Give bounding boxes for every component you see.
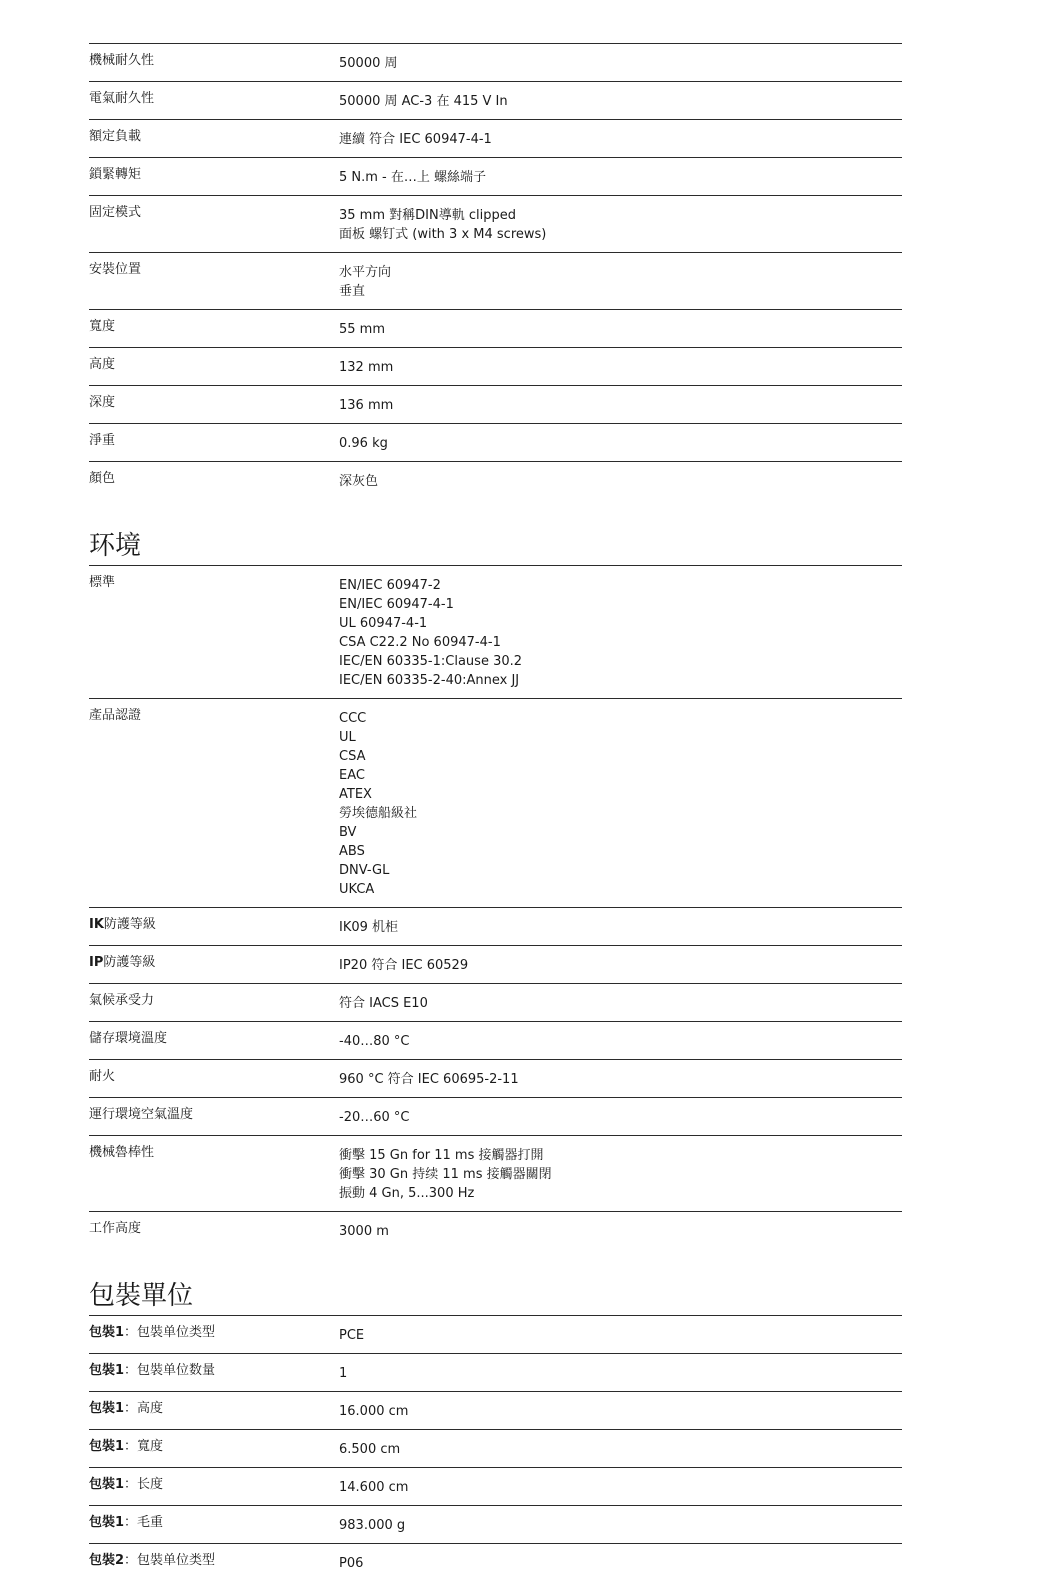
spec-label <box>89 470 339 491</box>
spec-label <box>89 204 339 244</box>
spec-row <box>89 1021 902 1059</box>
spec-value-line: 6.500 cm <box>339 1442 401 1457</box>
spec-label-text: 儲存環境溫度 <box>89 1031 168 1046</box>
spec-label-text: 氣候承受力 <box>89 993 155 1008</box>
spec-label-text: ：包裝单位类型 <box>124 1553 216 1568</box>
spec-sheet <box>89 0 902 1581</box>
spec-value-line: CSA <box>339 749 366 764</box>
spec-label-prefix: 包裝1 <box>89 1439 125 1454</box>
spec-value-line: -20…60 °C <box>339 1110 410 1125</box>
spec-value <box>339 1106 902 1127</box>
spec-row <box>89 945 902 983</box>
spec-label <box>89 992 339 1013</box>
spec-value-line: 983.000 g <box>339 1518 406 1533</box>
spec-label-text: 標準 <box>89 575 116 590</box>
spec-value <box>339 1476 902 1497</box>
spec-label-prefix: 包裝1 <box>89 1325 125 1340</box>
spec-row <box>89 1097 902 1135</box>
spec-value-line: 振動 4 Gn, 5...300 Hz <box>339 1186 475 1201</box>
spec-row <box>89 1211 902 1251</box>
spec-value <box>339 1552 902 1573</box>
spec-value <box>339 432 902 453</box>
spec-label <box>89 1362 339 1383</box>
spec-value-line: 連續 符合 IEC 60947-4-1 <box>339 132 492 147</box>
spec-label-prefix: 包裝2 <box>89 1553 125 1568</box>
spec-value-line: 50000 周 <box>339 56 398 71</box>
spec-row <box>89 1543 902 1581</box>
spec-value <box>339 90 902 111</box>
spec-value <box>339 1438 902 1459</box>
spec-value-line: EN/IEC 60947-4-1 <box>339 597 454 612</box>
spec-value-line: 55 mm <box>339 322 386 337</box>
spec-label-prefix: 包裝1 <box>89 1363 125 1378</box>
spec-value-line: UL 60947-4-1 <box>339 616 428 631</box>
spec-row <box>89 81 902 119</box>
spec-value <box>339 204 902 244</box>
spec-value <box>339 394 902 415</box>
spec-value-line: IEC/EN 60335-2-40:Annex JJ <box>339 673 520 688</box>
spec-row <box>89 461 902 501</box>
spec-row <box>89 565 902 698</box>
section-title: 环境 <box>89 531 142 561</box>
spec-value-line: 50000 周 AC-3 在 415 V In <box>339 94 508 109</box>
spec-label-prefix: IK <box>89 917 104 932</box>
spec-value <box>339 1324 902 1345</box>
spec-row <box>89 157 902 195</box>
spec-label-text: 深度 <box>89 395 116 410</box>
spec-label <box>89 261 339 301</box>
spec-label-text: ：包裝单位类型 <box>124 1325 216 1340</box>
spec-label-text: ：高度 <box>124 1401 164 1416</box>
spec-value <box>339 261 902 301</box>
spec-row <box>89 385 902 423</box>
spec-value <box>339 1220 902 1241</box>
spec-label <box>89 1030 339 1051</box>
spec-label-prefix: 包裝1 <box>89 1401 125 1416</box>
spec-label <box>89 1068 339 1089</box>
spec-value-line: 0.96 kg <box>339 436 388 451</box>
spec-value-line: 深灰色 <box>339 474 379 489</box>
spec-value <box>339 992 902 1013</box>
spec-label-text: ：长度 <box>124 1477 164 1492</box>
spec-row <box>89 983 902 1021</box>
spec-value <box>339 318 902 339</box>
spec-row <box>89 252 902 309</box>
spec-value <box>339 52 902 73</box>
spec-value-line: DNV-GL <box>339 863 390 878</box>
spec-label-text: ：寬度 <box>124 1439 164 1454</box>
spec-row <box>89 1391 902 1429</box>
spec-value-line: IK09 机柜 <box>339 920 399 935</box>
spec-label-text: 寬度 <box>89 319 116 334</box>
spec-row <box>89 119 902 157</box>
spec-value-line: 1 <box>339 1366 348 1381</box>
spec-value-line: PCE <box>339 1328 365 1343</box>
spec-row <box>89 195 902 252</box>
spec-value <box>339 1030 902 1051</box>
spec-value-line: 符合 IACS E10 <box>339 996 428 1011</box>
spec-label-text: 固定模式 <box>89 205 142 220</box>
spec-row <box>89 698 902 907</box>
spec-label <box>89 1220 339 1241</box>
spec-value-line: IEC/EN 60335-1:Clause 30.2 <box>339 654 523 669</box>
spec-label <box>89 1400 339 1421</box>
spec-row <box>89 1467 902 1505</box>
spec-label-text: 高度 <box>89 357 116 372</box>
spec-label-text: 額定負載 <box>89 129 142 144</box>
spec-label <box>89 1144 339 1203</box>
spec-value-line: UKCA <box>339 882 375 897</box>
spec-value <box>339 1362 902 1383</box>
spec-label-text: 安裝位置 <box>89 262 142 277</box>
spec-value <box>339 574 902 690</box>
spec-label <box>89 574 339 690</box>
spec-value <box>339 1144 902 1203</box>
spec-row <box>89 43 902 81</box>
spec-value-line: EN/IEC 60947-2 <box>339 578 441 593</box>
spec-value <box>339 356 902 377</box>
spec-label <box>89 954 339 975</box>
spec-row <box>89 309 902 347</box>
spec-value <box>339 1514 902 1535</box>
spec-value-line: 3000 m <box>339 1224 389 1239</box>
spec-label <box>89 166 339 187</box>
spec-label-text: 機械耐久性 <box>89 53 155 68</box>
spec-value-line: 14.600 cm <box>339 1480 409 1495</box>
spec-value-line: 垂直 <box>339 284 366 299</box>
spec-value-line: 960 °C 符合 IEC 60695-2-11 <box>339 1072 519 1087</box>
spec-value-line: 132 mm <box>339 360 394 375</box>
spec-label <box>89 1106 339 1127</box>
spec-label-text: ：包裝单位数量 <box>124 1363 216 1378</box>
spec-label <box>89 1514 339 1535</box>
spec-label <box>89 1438 339 1459</box>
spec-row <box>89 1505 902 1543</box>
spec-row <box>89 1059 902 1097</box>
spec-row <box>89 907 902 945</box>
spec-value-line: CSA C22.2 No 60947-4-1 <box>339 635 501 650</box>
spec-label <box>89 1476 339 1497</box>
spec-value-line: EAC <box>339 768 365 783</box>
spec-value <box>339 954 902 975</box>
spec-value-line: 衝擊 15 Gn for 11 ms 接觸器打開 <box>339 1148 544 1163</box>
spec-label <box>89 318 339 339</box>
spec-label-text: 耐火 <box>89 1069 116 1084</box>
spec-label <box>89 394 339 415</box>
spec-row <box>89 1315 902 1353</box>
spec-row <box>89 1353 902 1391</box>
spec-label-text: 防護等級 <box>103 917 156 932</box>
spec-value-line: P06 <box>339 1556 364 1571</box>
spec-value-line: UL <box>339 730 356 745</box>
spec-label-text: 電氣耐久性 <box>89 91 155 106</box>
spec-value <box>339 470 902 491</box>
spec-label-text: 淨重 <box>89 433 116 448</box>
spec-label <box>89 356 339 377</box>
spec-value-line: ABS <box>339 844 365 859</box>
spec-label <box>89 432 339 453</box>
spec-value-line: 水平方向 <box>339 265 392 280</box>
spec-label-text: 防護等級 <box>103 955 156 970</box>
spec-label <box>89 52 339 73</box>
spec-label <box>89 1552 339 1573</box>
spec-label <box>89 1324 339 1345</box>
spec-label-text: 機械魯棒性 <box>89 1145 155 1160</box>
spec-label-text: 運行環境空氣溫度 <box>89 1107 194 1122</box>
spec-value <box>339 1400 902 1421</box>
spec-label-text: 鎖緊轉矩 <box>89 167 142 182</box>
spec-value <box>339 1068 902 1089</box>
spec-value-line: 136 mm <box>339 398 394 413</box>
spec-value-line: 衝擊 30 Gn 持续 11 ms 接觸器關閉 <box>339 1167 552 1182</box>
spec-row <box>89 347 902 385</box>
top-margin <box>89 0 902 43</box>
spec-value-line: CCC <box>339 711 367 726</box>
spec-value-line: 面板 螺钉式 (with 3 x M4 screws) <box>339 227 547 242</box>
spec-value <box>339 166 902 187</box>
spec-label-prefix: 包裝1 <box>89 1515 125 1530</box>
spec-label-text: 產品認證 <box>89 708 142 723</box>
spec-value-line: 勞埃德船級社 <box>339 806 418 821</box>
spec-row <box>89 1429 902 1467</box>
spec-row <box>89 1135 902 1211</box>
section-title: 包裝單位 <box>89 1281 194 1311</box>
spec-value <box>339 916 902 937</box>
spec-label-text: 工作高度 <box>89 1221 142 1236</box>
spec-label-prefix: IP <box>89 955 104 970</box>
spec-value-line: 16.000 cm <box>339 1404 409 1419</box>
spec-label <box>89 916 339 937</box>
spec-value-line: ATEX <box>339 787 372 802</box>
spec-value <box>339 707 902 899</box>
spec-label <box>89 90 339 111</box>
spec-label-text: 顏色 <box>89 471 116 486</box>
spec-label-prefix: 包裝1 <box>89 1477 125 1492</box>
spec-value-line: 5 N.m - 在…上 螺絲端子 <box>339 170 487 185</box>
spec-value-line: BV <box>339 825 357 840</box>
spec-label-text: ：毛重 <box>124 1515 164 1530</box>
spec-label <box>89 707 339 899</box>
spec-value <box>339 128 902 149</box>
spec-value-line: 35 mm 對稱DIN導軌 clipped <box>339 208 516 223</box>
spec-value-line: IP20 符合 IEC 60529 <box>339 958 469 973</box>
spec-label <box>89 128 339 149</box>
spec-value-line: -40…80 °C <box>339 1034 410 1049</box>
spec-row <box>89 423 902 461</box>
